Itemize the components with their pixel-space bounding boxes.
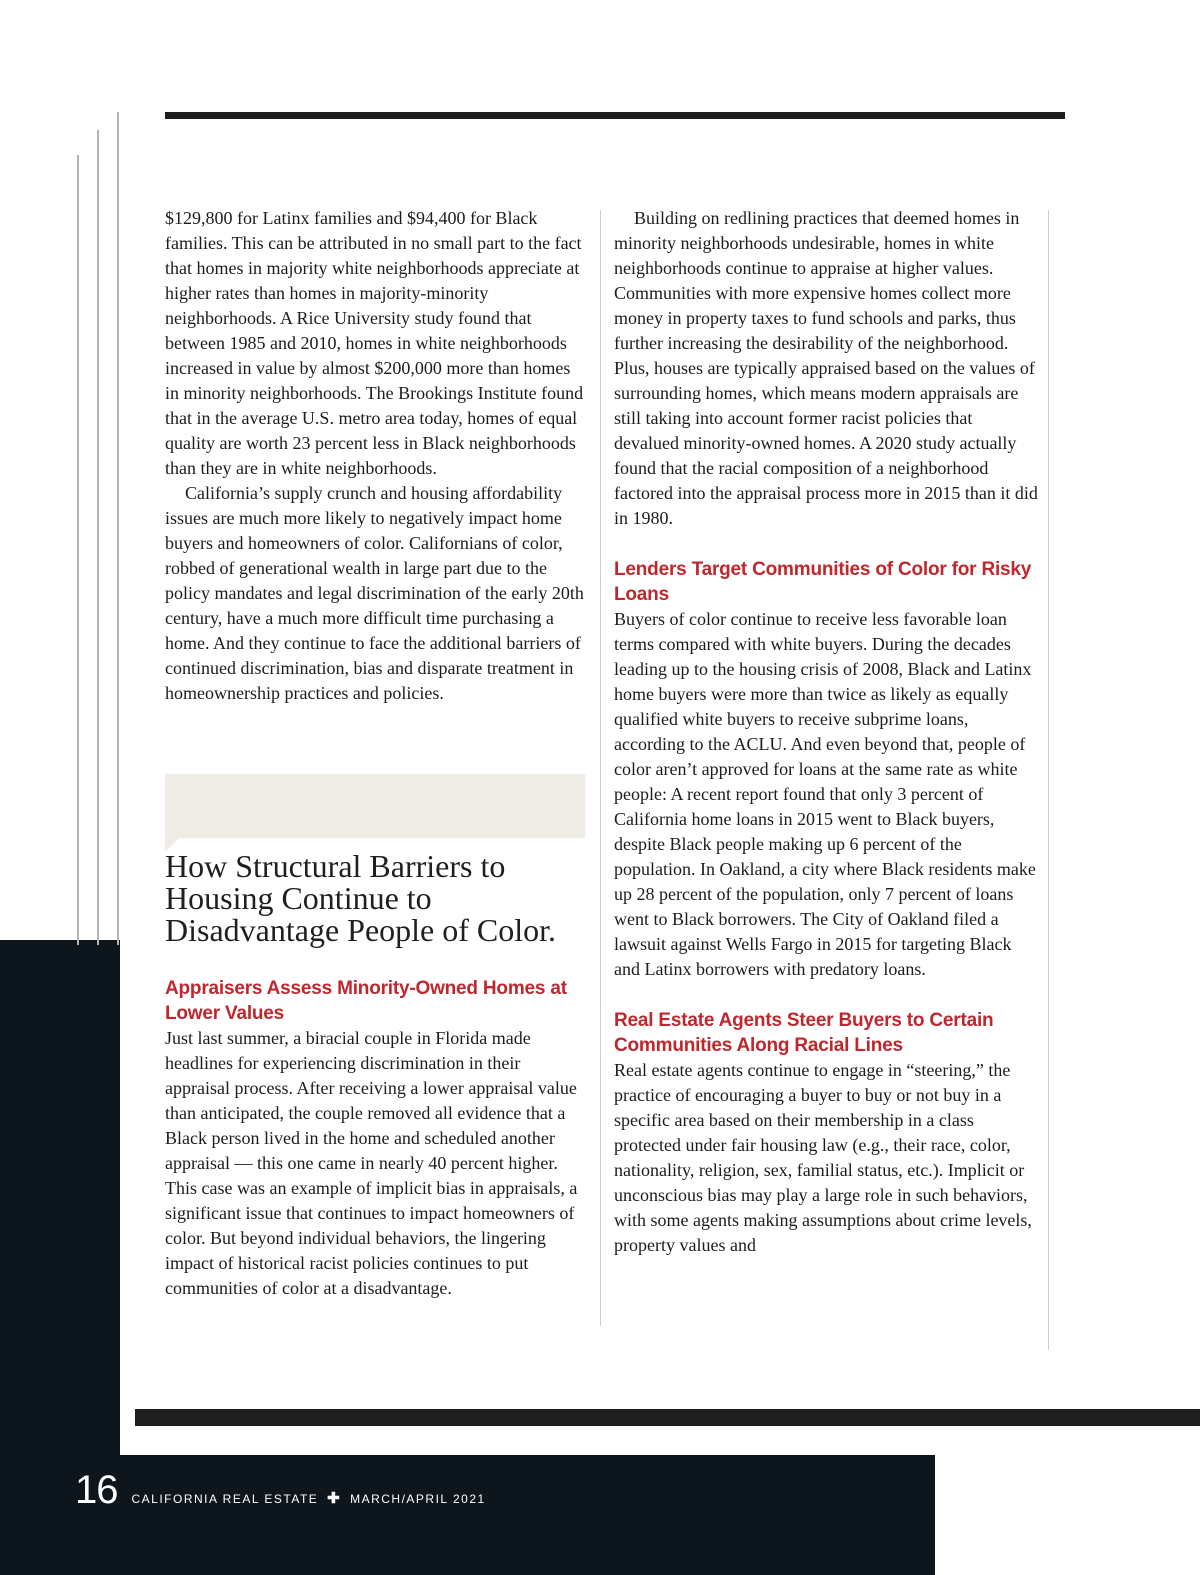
subhead-agents: Real Estate Agents Steer Buyers to Certain Communities Along Racial Lines: [614, 1010, 994, 1056]
decorative-vertical-line: [77, 155, 79, 945]
body-paragraph: California’s supply crunch and housing affordability issues are much more likely to negatively impact home buyers and homeowners of color. Californians of color, robbed of generational wealth in large part due to the policy mandates and legal discrimination of the early 20th century, have a much more difficult time purchasing a home. And they continue to face the additional barriers of continued discrimination, bias and disparate treatment in homeownership practices and policies.: [165, 483, 584, 703]
right-column: [614, 206, 1038, 1258]
issue-date: MARCH/APRIL 2021: [350, 1492, 486, 1506]
plus-icon: ✚: [327, 1490, 342, 1507]
body-paragraph: $129,800 for Latinx families and $94,400 for Black families. This can be attributed in no small part to the fact that homes in majority white neighborhoods appreciate at higher rates than homes in majority-minority neighborhoods. A Rice University study found that between 1985 and 2010, homes in white neighborhoods increased in value by almost $200,000 more than homes in minority neighborhoods. The Brookings Institute found that in the average U.S. metro area today, homes of equal quality are worth 23 percent less in Black neighborhoods than they are in white neighborhoods.: [165, 208, 584, 478]
decorative-vertical-line: [97, 130, 99, 945]
body-paragraph: Just last summer, a biracial couple in Florida made headlines for experiencing discrimination in their appraisal process. After receiving a lower appraisal value than anticipated, the couple removed all evidence that a Black person lived in the home and scheduled another appraisal — this one came in nearly 40 percent higher. This case was an example of implicit bias in appraisals, a significant issue that continues to impact homeowners of color. But beyond individual behaviors, the lingering impact of historical racist policies continues to put communities of color at a disadvantage.: [165, 1028, 578, 1298]
page-number: 16: [75, 1468, 118, 1512]
left-column-lower: [165, 976, 587, 1301]
subhead-appraisers: Appraisers Assess Minority-Owned Homes at Lower Values: [165, 978, 567, 1024]
page-footer: [75, 1460, 486, 1520]
publication-name: CALIFORNIA REAL ESTATE: [131, 1492, 319, 1506]
body-paragraph: Real estate agents continue to engage in “steering,” the practice of encouraging a buyer to buy or not buy in a specific area based on their membership in a class protected under fair housing law (e.g., their race, color, nationality, religion, sex, familial status, etc.). Implicit or unconscious bias may play a large role in such behaviors, with some agents making assumptions about crime levels, property values and: [614, 1060, 1032, 1255]
bottom-rule-bar: [135, 1409, 1200, 1426]
body-paragraph: Buyers of color continue to receive less favorable loan terms compared with white buyers. During the decades leading up to the housing crisis of 2008, Black and Latinx home buyers were more than twice as likely as equally qualified white buyers to receive subprime loans, according to the ACLU. And even beyond that, people of color aren’t approved for loans at the same rate as white people: A recent report found that only 3 percent of California home loans in 2015 went to Black buyers, despite Black people making up 6 percent of the population. In Oakland, a city where Black residents make up 28 percent of the population, only 7 percent of loans went to Black borrowers. The City of Oakland filed a lawsuit against Wells Fargo in 2015 for targeting Black and Latinx borrowers with predatory loans.: [614, 609, 1036, 979]
column-divider: [600, 210, 601, 1326]
callout-box: [165, 774, 585, 838]
footer-publication-line: [132, 1489, 486, 1507]
left-column: [165, 206, 587, 706]
section-title: How Structural Barriers to Housing Continue to Disadvantage People of Color.: [165, 848, 557, 948]
body-paragraph: Building on redlining practices that deemed homes in minority neighborhoods undesirable, homes in white neighborhoods continue to appraise at higher values. Communities with more expensive homes collect more money in property taxes to fund schools and parks, thus further increasing the desirability of the neighborhood. Plus, houses are typically appraised based on the values of surrounding homes, which means modern appraisals are still taking into account former racist policies that devalued minority-owned homes. A 2020 study actually found that the racial composition of a neighborhood factored into the appraisal process more in 2015 than it did in 1980.: [614, 208, 1038, 528]
decorative-vertical-line: [117, 112, 119, 945]
top-rule-bar: [165, 112, 1065, 119]
right-margin-rule: [1048, 210, 1049, 1350]
subhead-lenders: Lenders Target Communities of Color for Risky Loans: [614, 559, 1032, 605]
